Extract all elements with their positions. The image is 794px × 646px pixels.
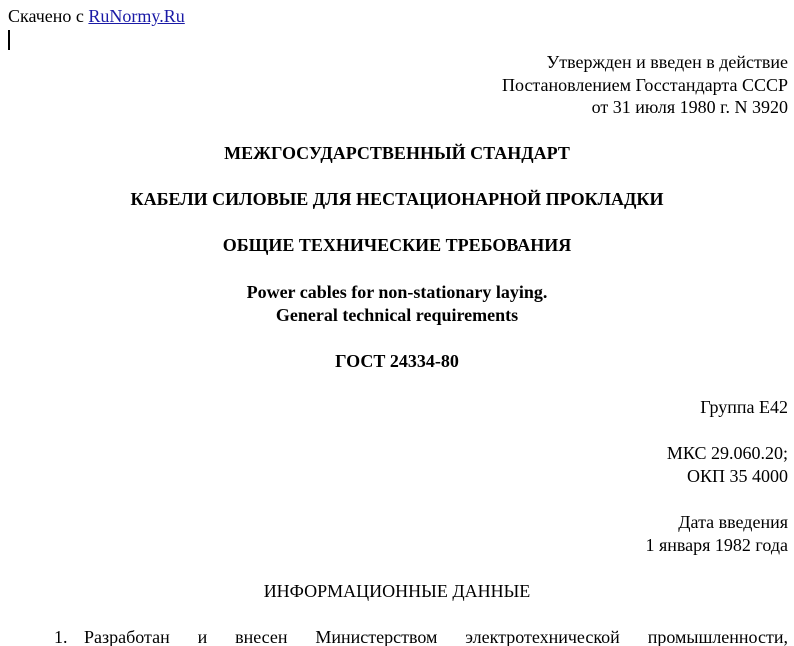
source-line: [8, 6, 185, 27]
effective-date-label: Дата введения: [678, 512, 788, 532]
info-item-text: Разработан и внесен Министерством электротехнической промышленности,: [84, 627, 788, 646]
title-ru-line-2: ОБЩИЕ ТЕХНИЧЕСКИЕ ТРЕБОВАНИЯ: [222, 235, 572, 255]
title-en-line-2: General technical requirements: [275, 305, 519, 325]
info-section-heading: ИНФОРМАЦИОННЫЕ ДАННЫЕ: [263, 581, 531, 601]
standard-type-heading: МЕЖГОСУДАРСТВЕННЫЙ СТАНДАРТ: [224, 143, 570, 163]
classification-mks: МКС 29.060.20;: [666, 443, 788, 463]
source-prefix: Скачено с: [8, 6, 89, 26]
info-item-number: 1.: [54, 627, 68, 646]
source-link[interactable]: RuNormy.Ru: [88, 6, 185, 26]
title-ru-line-1: КАБЕЛИ СИЛОВЫЕ ДЛЯ НЕСТАЦИОНАРНОЙ ПРОКЛАДКИ: [130, 189, 664, 209]
approval-line-2: Постановлением Госстандарта СССР: [502, 75, 788, 95]
approval-line-1: Утвержден и введен в действие: [546, 52, 788, 72]
classification-group: Группа Е42: [700, 397, 788, 417]
approval-line-3: от 31 июля 1980 г. N 3920: [591, 97, 788, 117]
classification-okp: ОКП 35 4000: [686, 466, 788, 486]
effective-date-value: 1 января 1982 года: [645, 535, 788, 555]
title-en-line-1: Power cables for non-stationary laying.: [246, 282, 548, 302]
text-cursor: [8, 30, 10, 50]
gost-number: ГОСТ 24334-80: [335, 351, 459, 371]
